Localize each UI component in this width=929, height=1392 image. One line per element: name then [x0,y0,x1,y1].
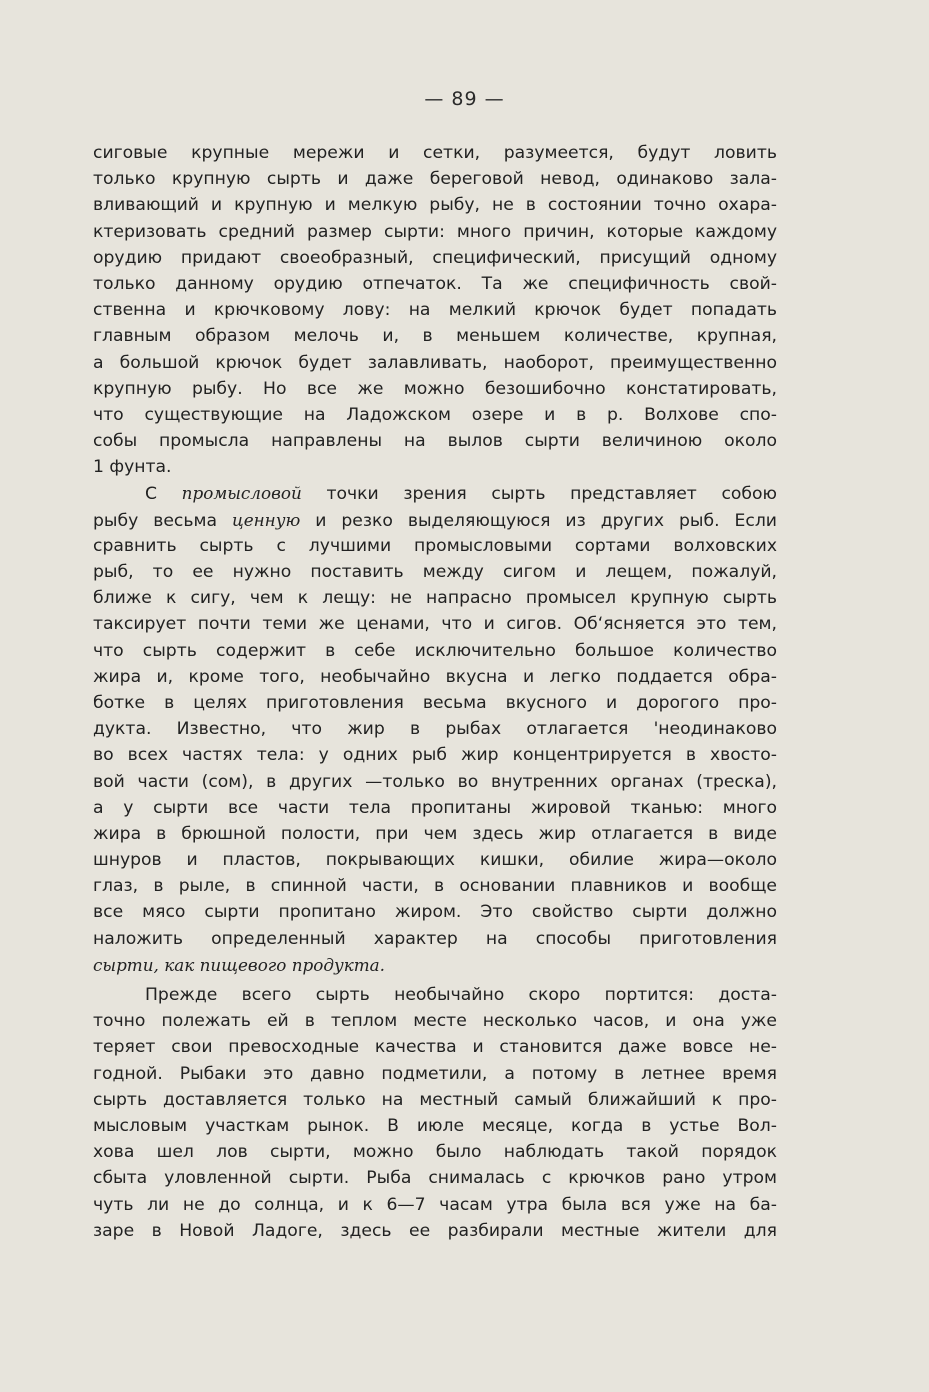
text-segment: ктеризовать средний размер сырти: много причин, которые каждому [93,221,777,242]
text-line [93,742,777,768]
text-line [93,769,777,795]
text-segment: теряет свои превосходные качества и становится даже вовсе не- [93,1037,777,1058]
text-segment: точно полежать ей в теплом месте несколько часов, и она уже [93,1011,777,1032]
text-line [93,1008,777,1034]
text-line [93,1034,777,1060]
text-segment: шнуров и пластов, покрывающих кишки, обилие жира—около [93,850,777,871]
text-line [93,690,777,716]
text-segment: сырть доставляется только на местный самый ближайший к про- [93,1089,777,1110]
text-line [93,219,777,245]
text-line [93,1192,777,1218]
text-line [93,821,777,847]
text-line [93,873,777,899]
text-line [93,664,777,690]
text-segment: хова шел лов сырти, можно было наблюдать такой порядок [93,1142,777,1163]
text-line [93,982,777,1008]
text-line [93,559,777,585]
text-line [93,402,777,428]
text-segment: сиговые крупные мережи и сетки, разумеется, будут ловить [93,143,777,163]
text-line [93,245,777,271]
text-line [93,454,777,480]
text-segment: и резко выделяющуюся из других рыб. Если [300,510,777,531]
text-segment: ственна и крючковому лову: на мелкий крючок будет попадать [93,300,777,321]
text-segment: точки зрения сырть представляет собою [301,484,777,505]
text-line [93,847,777,873]
text-segment: С [145,484,182,505]
text-segment: только крупную сырть и даже береговой невод, одинаково зала- [93,169,777,190]
text-segment: глаз, в рыле, в спинной части, в основании плавников и вообще [93,876,777,897]
text-segment: что сырть содержит в себе исключительно большое количество [93,640,777,661]
text-line [93,192,777,218]
text-segment: все мясо сырти пропитано жиром. Это свойство сырти должно [93,902,777,923]
italic-text: промысловой [181,483,302,504]
text-line [93,271,777,297]
text-line [93,952,777,978]
text-segment: во всех частях тела: у одних рыб жир концентрируется в хвосто- [93,745,777,766]
text-segment: а у сырти все части тела пропитаны жировой тканью: много [93,797,777,818]
text-line [93,585,777,611]
text-line [93,350,777,376]
text-segment: а большой крючок будет залавливать, наоборот, преимущественно [93,352,777,373]
text-segment: рыбу весьма [93,510,232,531]
text-segment: дукта. Известно, что жир в рыбах отлагается 'неодинаково [93,719,777,740]
text-segment: жира и, кроме того, необычайно вкусна и легко поддается обра- [93,666,777,687]
text-segment: что существующие на Ладожском озере и в р. Волхове спо- [93,404,777,425]
text-segment: только данному орудию отпечаток. Та же специфичность свой- [93,273,777,294]
text-segment: мысловым участкам рынок. В июле месяце, когда в устье Вол- [93,1115,777,1136]
text-segment: собы промысла направлены на вылов сырти величиною около [93,431,777,452]
text-segment: сбыта уловленной сырти. Рыба снималась с крючков рано утром [93,1168,777,1189]
text-line [93,507,777,533]
text-line [93,297,777,323]
text-segment: ботке в целях приготовления весьма вкусного и дорогого про- [93,692,777,713]
text-segment: таксирует почти теми же ценами, что и сигов. Об‘ясняется это тем, [93,614,777,635]
text-segment: главным образом мелочь и, в меньшем количестве, крупная, [93,326,777,347]
text-line [93,716,777,742]
text-line [93,1061,777,1087]
text-segment: годной. Рыбаки это давно подметили, а потому в летнее время [93,1063,777,1084]
text-line [93,1087,777,1113]
page-number: — 89 — [424,88,505,110]
text-line [93,638,777,664]
text-segment: орудию придают своеобразный, специфический, присущий одному [93,247,777,268]
text-line [93,140,777,166]
text-line [93,480,777,506]
italic-text: ценную [231,509,301,530]
body-text [93,140,777,1244]
text-line [93,533,777,559]
text-line [93,1139,777,1165]
text-line [93,1218,777,1244]
text-line [93,1165,777,1191]
text-line [93,166,777,192]
text-segment: крупную рыбу. Но все же можно безошибочно констатировать, [93,378,777,399]
text-segment: сравнить сырть с лучшими промысловыми сортами волховских [93,535,777,556]
text-line [93,323,777,349]
text-segment: Прежде всего сырть необычайно скоро портится: доста- [145,985,777,1005]
text-line [93,428,777,454]
text-line [93,795,777,821]
text-segment: вой части (сом), в других —только во внутренних органах (треска), [93,771,777,792]
text-line [93,926,777,952]
text-line [93,611,777,637]
text-segment: вливающий и крупную и мелкую рыбу, не в состоянии точно охара- [93,195,777,216]
text-line [93,899,777,925]
text-segment: чуть ли не до солнца, и к 6—7 часам утра была вся уже на ба- [93,1194,777,1215]
text-segment: жира в брюшной полости, при чем здесь жир отлагается в виде [93,823,777,844]
text-line [93,1113,777,1139]
text-segment: наложить определенный характер на способы приготовления [93,928,777,949]
text-segment: заре в Новой Ладоге, здесь ее разбирали местные жители для [93,1220,777,1241]
text-line [93,376,777,402]
text-segment: рыб, то ее нужно поставить между сигом и лещем, пожалуй, [93,562,777,582]
text-segment: 1 фунта. [93,457,172,478]
italic-text: сырти, как пищевого продукта. [93,954,386,975]
text-segment: ближе к сигу, чем к лещу: не напрасно промысел крупную сырть [93,588,777,609]
